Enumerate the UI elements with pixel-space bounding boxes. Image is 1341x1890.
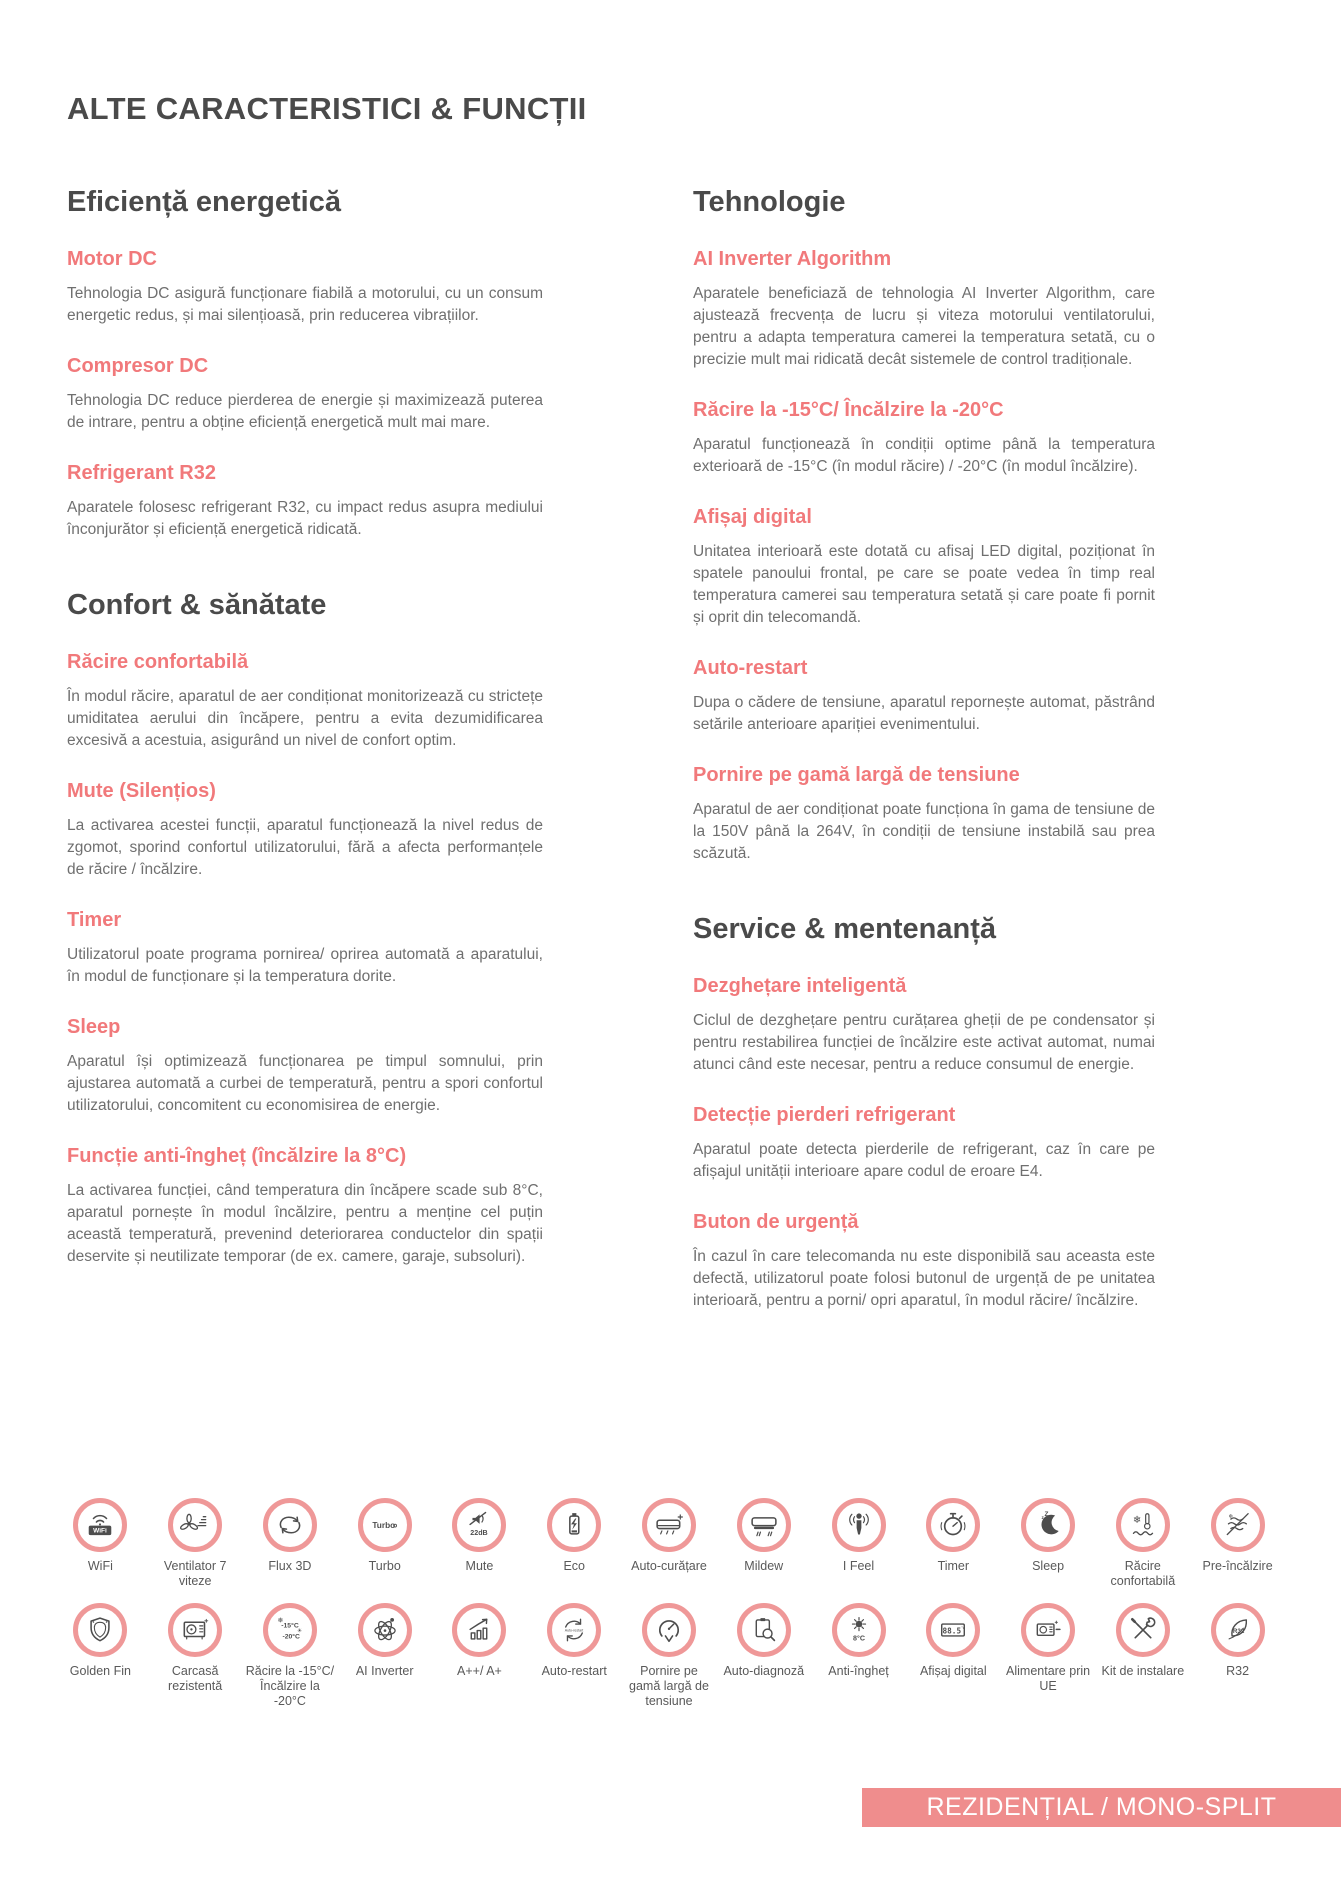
icon-label: Carcasă rezistentă [168,1664,223,1693]
svg-text:Turbo: Turbo [372,1519,395,1530]
icon-label: Răcire la -15°C/ Încălzire la -20°C [245,1664,335,1708]
sleep-feature [1001,1498,1096,1589]
sturdy-casing-feature [148,1603,243,1709]
section-title: Confort & sănătate [67,589,327,621]
icon-label: Turbo [368,1559,401,1573]
auto-diagnosis-icon [737,1603,791,1657]
feature-timer [67,907,543,988]
feature-racire-confortabila [67,649,543,752]
icon-label: Pre-încălzire [1202,1559,1273,1573]
icon-label: Flux 3D [268,1559,312,1573]
auto-clean-feature [622,1498,717,1589]
svg-text:R32: R32 [1232,1627,1244,1635]
icon-label: R32 [1226,1664,1250,1678]
energy-class-icon [452,1603,506,1657]
feature-heading: Detecție pierderi refrigerant [693,1104,956,1126]
icon-label: Ventilator 7 viteze [163,1559,227,1588]
feature-dezghetare-inteligenta [693,973,1155,1076]
section-confort-sanatate [67,587,543,1268]
pre-heating-feature [1190,1498,1285,1589]
feature-compresor-dc [67,353,543,434]
section-eficienta-energetica [67,184,543,541]
svg-text:88.5: 88.5 [942,1626,962,1636]
cooling-15-heating-20-icon [263,1603,317,1657]
feature-refrigerant-r32 [67,460,543,541]
installation-kit-icon [1116,1603,1170,1657]
icon-label: Mildew [744,1559,784,1573]
section-title: Tehnologie [693,186,846,218]
feature-body: În modul răcire, aparatul de aer condiționat monitorizează cu strictețe umiditatea aerului din încăpere, pentru a evita dezumidificarea excesivă a acestuia, asigurând un nivel de confort optim. [67,688,543,749]
feature-mute [67,778,543,881]
icon-label: AI Inverter [355,1664,414,1678]
mildew-icon [737,1498,791,1552]
comfortable-cooling-feature [1095,1498,1190,1589]
wide-voltage-icon [642,1603,696,1657]
left-column [67,184,543,1268]
eu-power-supply-feature [1001,1603,1096,1709]
feature-body: Dupa o cădere de tensiune, aparatul repornește automat, păstrând setările anterioare apariției evenimentului. [693,694,1155,733]
feature-body: Tehnologia DC asigură funcționare fiabilă a motorului, cu un consum energetic redus, și mai silențioasă, prin reducerea vibrațiilor. [67,285,543,324]
auto-clean-icon [642,1498,696,1552]
auto-diagnosis-feature [716,1603,811,1709]
cooling-15-heating-20-feature [243,1603,338,1709]
feature-heading: Mute (Silențios) [67,780,216,802]
timer-feature [906,1498,1001,1589]
anti-freeze-icon [832,1603,886,1657]
section-tehnologie [693,184,1155,865]
icon-label: Anti-îngheț [828,1664,889,1678]
timer-icon [926,1498,980,1552]
feature-heading: Compresor DC [67,355,209,377]
icon-label: Răcire confortabilă [1110,1559,1176,1588]
icon-row-2 [53,1603,1285,1709]
feature-heading: Pornire pe gamă largă de tensiune [693,764,1020,786]
svg-text:-15°C: -15°C [281,1622,299,1630]
svg-text:Z: Z [1044,1511,1049,1519]
i-feel-icon [832,1498,886,1552]
golden-fin-icon [73,1603,127,1657]
energy-class-feature [432,1603,527,1709]
page-title: ALTE CARACTERISTICI & FUNCȚII [67,90,587,126]
installation-kit-feature [1095,1603,1190,1709]
r32-icon [1211,1603,1265,1657]
pre-heating-icon [1211,1498,1265,1552]
feature-heading: Afișaj digital [693,506,812,528]
icon-label: Golden Fin [69,1664,131,1678]
feature-body: Aparatul poate detecta pierderile de refrigerant, caz în care pe afișajul unității interioare apare codul de eroare E4. [693,1141,1155,1180]
wifi-icon [73,1498,127,1552]
feature-pornire-gama-larga [693,762,1155,865]
feature-sleep [67,1014,543,1117]
svg-text:☀: ☀ [296,1628,303,1635]
feature-body: Utilizatorul poate programa pornirea/ oprirea automată a aparatului, în modul de funcționare și la temperatura dorite. [67,946,543,985]
feature-heading: Funcție anti-îngheț (încălzire la 8°C) [67,1145,407,1167]
ai-inverter-icon [358,1603,412,1657]
mildew-feature [716,1498,811,1589]
mute-feature [432,1498,527,1589]
icon-label: Afișaj digital [919,1664,987,1678]
feature-body: Aparatul funcționează în condiții optime până la temperatura exterioară de -15°C (în modul răcire) / -20°C (în modul încălzire). [693,436,1155,475]
svg-text:❄: ❄ [277,1616,284,1625]
feature-heading: Timer [67,909,122,931]
flux-3d-feature [243,1498,338,1589]
r32-feature [1190,1603,1285,1709]
feature-racire-15-incalzire-20 [693,397,1155,478]
feature-heading: Sleep [67,1016,121,1038]
svg-text:❄: ❄ [1132,1515,1142,1527]
feature-auto-restart [693,655,1155,736]
anti-freeze-feature [811,1603,906,1709]
icon-label: Eco [563,1559,585,1573]
icon-label: WiFi [87,1559,113,1573]
sturdy-casing-icon [168,1603,222,1657]
wifi-feature [53,1498,148,1589]
feature-body: Ciclul de dezghețare pentru curățarea gheții de pe condensator și pentru restabilirea funcției de încălzire este activat automat, numai atunci când este necesar, pentru a reduce consumul de energie. [693,1012,1155,1073]
sleep-icon [1021,1498,1075,1552]
golden-fin-feature [53,1603,148,1709]
feature-body: La activarea funcției, când temperatura din încăpere scade sub 8°C, aparatul pornește în modul încălzire, pentru a menține cel puțin această temperatură, prevenind deteriorarea conductelor din spații deservite și neutilizate temporar (de ex. camere, garaje, subsoluri). [67,1182,543,1265]
feature-heading: Motor DC [67,248,157,270]
feature-detectie-pierderi [693,1102,1155,1183]
feature-ai-inverter-algorithm [693,246,1155,371]
icon-label: I Feel [842,1559,875,1573]
icon-label: A++/ A+ [457,1664,502,1678]
svg-text:WiFi: WiFi [93,1527,108,1535]
feature-heading: Răcire la -15°C/ Încălzire la -20°C [693,399,1004,421]
feature-body: La activarea acestei funcții, aparatul funcționează la nivel redus de zgomot, sporind confortul utilizatorului, fără a afecta performanțele de răcire / încălzire. [67,817,543,878]
feature-heading: AI Inverter Algorithm [693,248,892,270]
icon-label: Kit de instalare [1101,1664,1185,1678]
comfortable-cooling-icon [1116,1498,1170,1552]
icon-label: Timer [937,1559,970,1573]
right-column [693,184,1155,1312]
wide-voltage-feature [622,1603,717,1709]
feature-body: În cazul în care telecomanda nu este disponibilă sau aceasta este defectă, utilizatorul poate folosi butonul de urgență de pe unitatea interioară, pentru a porni/ opri aparatul, în modul răcire/ încălzire. [693,1248,1155,1309]
feature-heading: Dezghețare inteligentă [693,975,907,997]
turbo-icon [358,1498,412,1552]
feature-heading: Răcire confortabilă [67,651,249,673]
feature-heading: Auto-restart [693,657,808,679]
icon-label: Auto-diagnoză [723,1664,805,1678]
icon-label: Mute [465,1559,494,1573]
digital-display-icon [926,1603,980,1657]
feature-motor-dc [67,246,543,327]
feature-body: Tehnologia DC reduce pierderea de energie și maximizează puterea de intrare, pentru a obține eficiență energetică mult mai mare. [67,392,543,431]
auto-restart-icon [547,1603,601,1657]
svg-text:❄: ❄ [1228,1513,1233,1520]
feature-body: Aparatul își optimizează funcționarea pe timpul somnului, prin ajustarea automată a curbei de temperatură, pentru a spori confortul utilizatorului, concomitent cu economisirea de energie. [67,1053,543,1114]
flux-3d-icon [263,1498,317,1552]
feature-icons [53,1498,1285,1709]
fan-7-speeds-feature [148,1498,243,1589]
digital-display-feature [906,1603,1001,1709]
ai-inverter-feature [337,1603,432,1709]
i-feel-feature [811,1498,906,1589]
feature-body: Aparatul de aer condiționat poate funcționa în gama de tensiune de la 150V până la 264V, în condiții de tensiune instabilă sau prea scăzută. [693,801,1155,862]
eco-feature [527,1498,622,1589]
section-title: Service & mentenanță [693,913,997,945]
svg-text:z: z [1041,1516,1044,1522]
icon-label: Alimentare prin UE [1006,1664,1091,1693]
feature-anti-inghet [67,1143,543,1268]
mute-icon [452,1498,506,1552]
feature-body: Unitatea interioară este dotată cu afisaj LED digital, poziționat în spatele panoului frontal, pe care se poate vedea în timp real temperatura camerei sau temperatura setată și care poate fi pornit și oprit din telecomandă. [693,543,1155,626]
feature-body: Aparatele beneficiază de tehnologia AI Inverter Algorithm, care ajustează frecvența de lucru și viteza motorului ventilatorului, pentru a adapta temperatura camerei la temperatura setată, cu o precizie mult mai ridicată decât sistemele de control tradiționale. [693,285,1155,368]
feature-heading: Refrigerant R32 [67,462,216,484]
svg-text:°c: °c [961,1625,965,1630]
section-service-mentenanta [693,911,1155,1312]
icon-label: Auto-curățare [631,1559,707,1573]
turbo-feature [337,1498,432,1589]
feature-buton-urgenta [693,1209,1155,1312]
svg-text:-20°C: -20°C [282,1633,300,1641]
eco-icon [547,1498,601,1552]
feature-afisaj-digital [693,504,1155,629]
eu-power-supply-icon [1021,1603,1075,1657]
banner-label: REZIDENȚIAL / MONO-SPLIT [926,1793,1277,1821]
svg-text:Auto-restart: Auto-restart [564,1628,584,1633]
svg-text:8°C: 8°C [852,1634,865,1643]
auto-restart-feature [527,1603,622,1709]
svg-text:22dB: 22dB [470,1529,489,1538]
feature-heading: Buton de urgență [693,1211,859,1233]
icon-row-1 [53,1498,1285,1589]
icon-label: Sleep [1032,1559,1065,1573]
section-title: Eficiență energetică [67,186,341,218]
icon-label: Auto-restart [541,1664,607,1678]
icon-label: Pornire pe gamă largă de tensiune [629,1664,709,1708]
category-banner [862,1788,1341,1827]
fan-7-speeds-icon [168,1498,222,1552]
feature-body: Aparatele folosesc refrigerant R32, cu impact redus asupra mediului înconjurător și eficiență energetică ridicată. [67,499,543,538]
